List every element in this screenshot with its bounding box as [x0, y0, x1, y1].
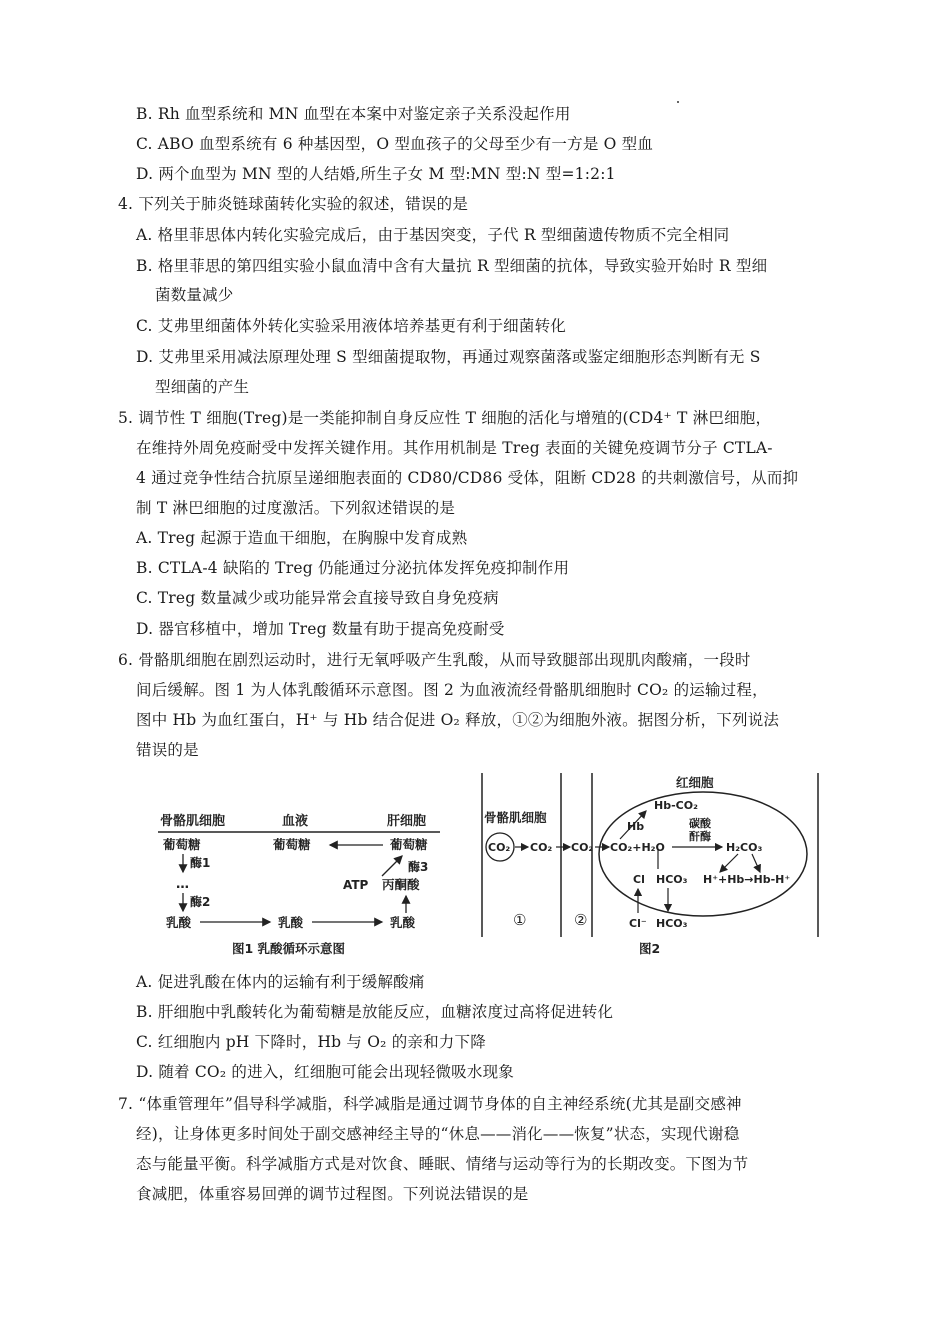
q4-option-a: A. 格里菲思体内转化实验完成后，由于基因突变，子代 R 型细菌遗传物质不完全相同: [136, 226, 730, 244]
q6-figures: [150, 765, 830, 965]
fig1-pyruvate: 丙酮酸: [382, 877, 420, 892]
q5-stem-2: 在维持外周免疫耐受中发挥关键作用。其作用机制是 Treg 表面的关键免疫调节分子 CTLA-: [136, 439, 773, 457]
q4-option-d: D. 艾弗里采用减法原理处理 S 型细菌提取物，再通过观察菌落或鉴定细胞形态判断有无 S: [136, 348, 761, 366]
fig1-col-blood: 血液: [282, 814, 309, 829]
fig2-hco3-inside: HCO₃: [656, 873, 688, 886]
fig2-co2-in-cell: CO₂: [488, 841, 511, 854]
fig2-arrow-h2co3-hco3: [720, 854, 738, 872]
fig1-enzyme1: 酶1: [190, 856, 211, 870]
fig2-carbonic-1: 碳酸: [689, 817, 711, 830]
fig2-co2-fluid1: CO₂: [530, 841, 553, 854]
q5-option-c: C. Treg 数量减少或功能异常会直接导致自身免疫病: [136, 589, 499, 607]
q7-stem-4: 食减肥，体重容易回弹的调节过程图。下列说法错误的是: [136, 1185, 529, 1203]
q5-stem-3: 4 通过竞争性结合抗原呈递细胞表面的 CD80/CD86 受体，阻断 CD28 的共刺激信号，从而抑: [136, 469, 799, 487]
q5-stem-4: 制 T 淋巴细胞的过度激活。下列叙述错误的是: [136, 499, 456, 517]
q3-option-d: D. 两个血型为 MN 型的人结婚,所生子女 M 型:MN 型:N 型=1:2:1: [136, 165, 616, 183]
q3-option-b: B. Rh 血型系统和 MN 血型在本案中对鉴定亲子关系没起作用: [136, 105, 571, 123]
fig2-hplus-hb: H⁺+Hb→Hb-H⁺: [703, 873, 791, 886]
fig2-red-blood-cell: [599, 792, 807, 916]
fig1-lactate-muscle: 乳酸: [166, 915, 192, 930]
q4-option-b: B. 格里菲思的第四组实验小鼠血清中含有大量抗 R 型细菌的抗体，导致实验开始时 R 型细: [136, 257, 768, 275]
fig2-caption: 图2: [639, 941, 661, 956]
fig1-glucose-muscle: 葡萄糖: [163, 837, 201, 852]
fig1-dots: …: [176, 877, 189, 892]
fig1-glucose-liver: 葡萄糖: [390, 837, 428, 852]
figure-1: [158, 813, 440, 956]
q6-option-a: A. 促进乳酸在体内的运输有利于缓解酸痛: [136, 973, 425, 991]
fig1-col-liver: 肝细胞: [387, 814, 427, 829]
q5-stem-1: 5. 调节性 T 细胞(Treg)是一类能抑制自身反应性 T 细胞的活化与增殖的(CD4⁺ T 淋巴细胞，: [118, 409, 772, 427]
fig2-hb: Hb: [627, 820, 645, 833]
q4-option-d-cont: 型细菌的产生: [155, 378, 250, 396]
q6-option-d: D. 随着 CO₂ 的进入，红细胞可能会出现轻微吸水现象: [136, 1063, 514, 1081]
q7-stem-1: 7. “体重管理年”倡导科学减脂，科学减脂是通过调节身体的自主神经系统(尤其是副交感神: [118, 1095, 742, 1113]
figure-2: [482, 773, 818, 956]
fig2-carbonic-2: 酐酶: [689, 830, 711, 843]
q4-option-b-cont: 菌数量减少: [155, 286, 234, 304]
q5-option-b: B. CTLA-4 缺陷的 Treg 仍能通过分泌抗体发挥免疫抑制作用: [136, 559, 570, 577]
fig2-fluid-2: ②: [574, 911, 588, 929]
q6-option-b: B. 肝细胞中乳酸转化为葡萄糖是放能反应，血糖浓度过高将促进转化: [136, 1003, 614, 1021]
fig2-hbco2: Hb-CO₂: [654, 799, 698, 812]
fig1-lactate-blood: 乳酸: [278, 915, 304, 930]
fig1-caption: 图1 乳酸循环示意图: [232, 941, 346, 956]
q5-option-a: A. Treg 起源于造血干细胞，在胸腺中发育成熟: [136, 529, 468, 547]
q7-stem-2: 经)，让身体更多时间处于副交感神经主导的“休息——消化——恢复”状态，实现代谢稳: [136, 1125, 740, 1143]
fig2-cl-minus: Cl⁻: [629, 917, 647, 930]
fig1-col-muscle: 骨骼肌细胞: [160, 814, 226, 829]
fig2-muscle-cell: 骨骼肌细胞: [484, 810, 547, 825]
fig1-lactate-liver: 乳酸: [390, 915, 416, 930]
q7-stem-3: 态与能量平衡。科学减脂方式是对饮食、睡眠、情绪与运动等行为的长期改变。下图为节: [136, 1155, 749, 1173]
q4-option-c: C. 艾弗里细菌体外转化实验采用液体培养基更有利于细菌转化: [136, 317, 566, 335]
fig2-rbc-label: 红细胞: [676, 775, 714, 790]
fig2-hco3-minus: HCO₃: [656, 917, 688, 930]
fig2-h2co3: H₂CO₃: [726, 841, 763, 854]
fig2-cl-inside: Cl: [633, 873, 645, 886]
q6-stem-2: 间后缓解。图 1 为人体乳酸循环示意图。图 2 为血液流经骨骼肌细胞时 CO₂ 的运输过程，: [136, 681, 768, 699]
q6-stem-1: 6. 骨骼肌细胞在剧烈运动时，进行无氧呼吸产生乳酸，从而导致腿部出现肌肉酸痛，一段时: [118, 651, 751, 669]
q6-stem-4: 错误的是: [136, 741, 199, 759]
fig1-enzyme3: 酶3: [408, 860, 429, 874]
figure-svg: [150, 765, 830, 965]
fig2-co2-fluid2: CO₂: [571, 841, 594, 854]
q4-stem: 4. 下列关于肺炎链球菌转化实验的叙述，错误的是: [118, 195, 469, 213]
q6-stem-3: 图中 Hb 为血红蛋白，H⁺ 与 Hb 结合促进 O₂ 释放，①②为细胞外液。据图分析，下列说法: [136, 711, 780, 729]
fig2-fluid-1: ①: [513, 911, 527, 929]
q6-option-c: C. 红细胞内 pH 下降时，Hb 与 O₂ 的亲和力下降: [136, 1033, 486, 1051]
fig1-atp: ATP: [343, 878, 369, 892]
scan-speck: [677, 101, 679, 103]
fig2-reaction: CO₂+H₂O: [610, 841, 665, 854]
q3-option-c: C. ABO 血型系统有 6 种基因型，O 型血孩子的父母至少有一方是 O 型血: [136, 135, 654, 153]
fig1-enzyme2: 酶2: [190, 895, 211, 909]
fig1-glucose-blood: 葡萄糖: [273, 837, 311, 852]
q5-option-d: D. 器官移植中，增加 Treg 数量有助于提高免疫耐受: [136, 620, 505, 638]
fig2-arrow-h2co3-h: [752, 854, 760, 872]
fig1-arrow-pyruvate-up: [382, 856, 402, 876]
